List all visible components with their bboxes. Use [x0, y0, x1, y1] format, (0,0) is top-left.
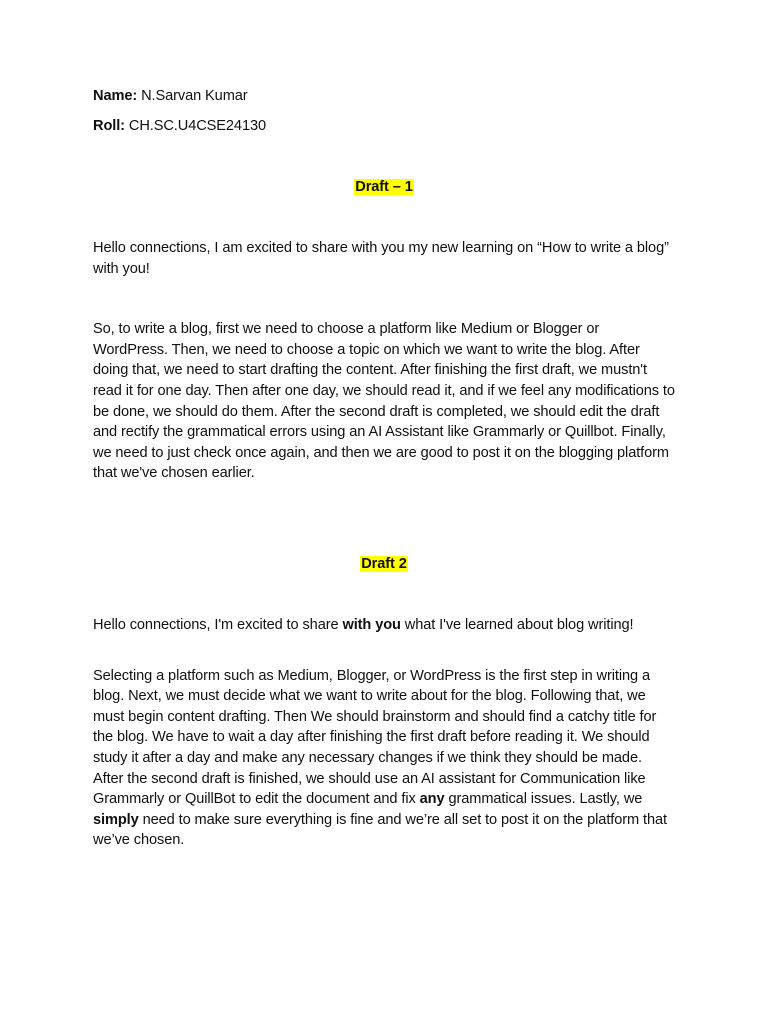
roll-line — [93, 116, 675, 137]
draft1-intro-paragraph: Hello connections, I am excited to share with you my new learning on “How to write a blog” with you! — [93, 239, 669, 277]
draft2-heading: Draft 2 — [361, 555, 407, 572]
name-line — [93, 86, 675, 107]
draft2-body-bold-any: any — [419, 791, 445, 808]
name-label: Name: — [93, 88, 138, 104]
roll-label: Roll: — [93, 118, 125, 135]
draft1-heading-line — [93, 177, 675, 198]
draft2-intro-text-1: Hello connections, I'm excited to share — [93, 616, 343, 633]
draft2-body-text-3: need to make sure everything is fine and we’re all set to post it on the platform that we’ve chosen. — [93, 811, 667, 849]
draft1-body-paragraph: So, to write a blog, first we need to choose a platform like Medium or Blogger or WordPress. Then, we need to choose a topic on which we want to write the blog. After doing that, we need to start drafting the content. After finishing the first draft, we mustn't read it for one day. Then after one day, we should read it, and if we feel any modifications to be done, we should do them. After the second draft is completed, we should edit the draft and rectify the grammatical errors using an AI Assistant like Grammarly or Quillbot. Finally, we need to just check once again, and then we are good to post it on the blogging platform that we've chosen earlier. — [93, 321, 675, 482]
draft2-intro-bold: with you — [342, 616, 401, 633]
draft2-intro-paragraph — [93, 615, 675, 636]
draft2-heading-line — [93, 554, 675, 575]
draft2-intro-text-2: what I've learned about blog writing! — [400, 616, 634, 633]
roll-value: CH.SC.U4CSE24130 — [124, 118, 266, 135]
draft2-body-paragraph — [93, 666, 675, 851]
draft1-heading: Draft – 1 — [355, 179, 413, 196]
draft2-body-text-2: grammatical issues. Lastly, we — [444, 791, 643, 808]
draft2-body-bold-simply: simply — [93, 811, 139, 828]
name-value: N.Sarvan Kumar — [137, 88, 248, 104]
draft2-body-text-1: Selecting a platform such as Medium, Blogger, or WordPress is the first step in writing a blog. Next, we must decide what we want to write about for the blog. Following that, we must begin content drafting. Then We should brainstorm and should find a catchy title for the blog. We have to wait a day after finishing the first draft before reading it. We should study it after a day and make any necessary changes if we think they should be made. After the second draft is finished, we should use an AI assistant for Communication like Grammarly or QuillBot to edit the document and fix — [93, 667, 657, 808]
document-content — [93, 86, 675, 851]
